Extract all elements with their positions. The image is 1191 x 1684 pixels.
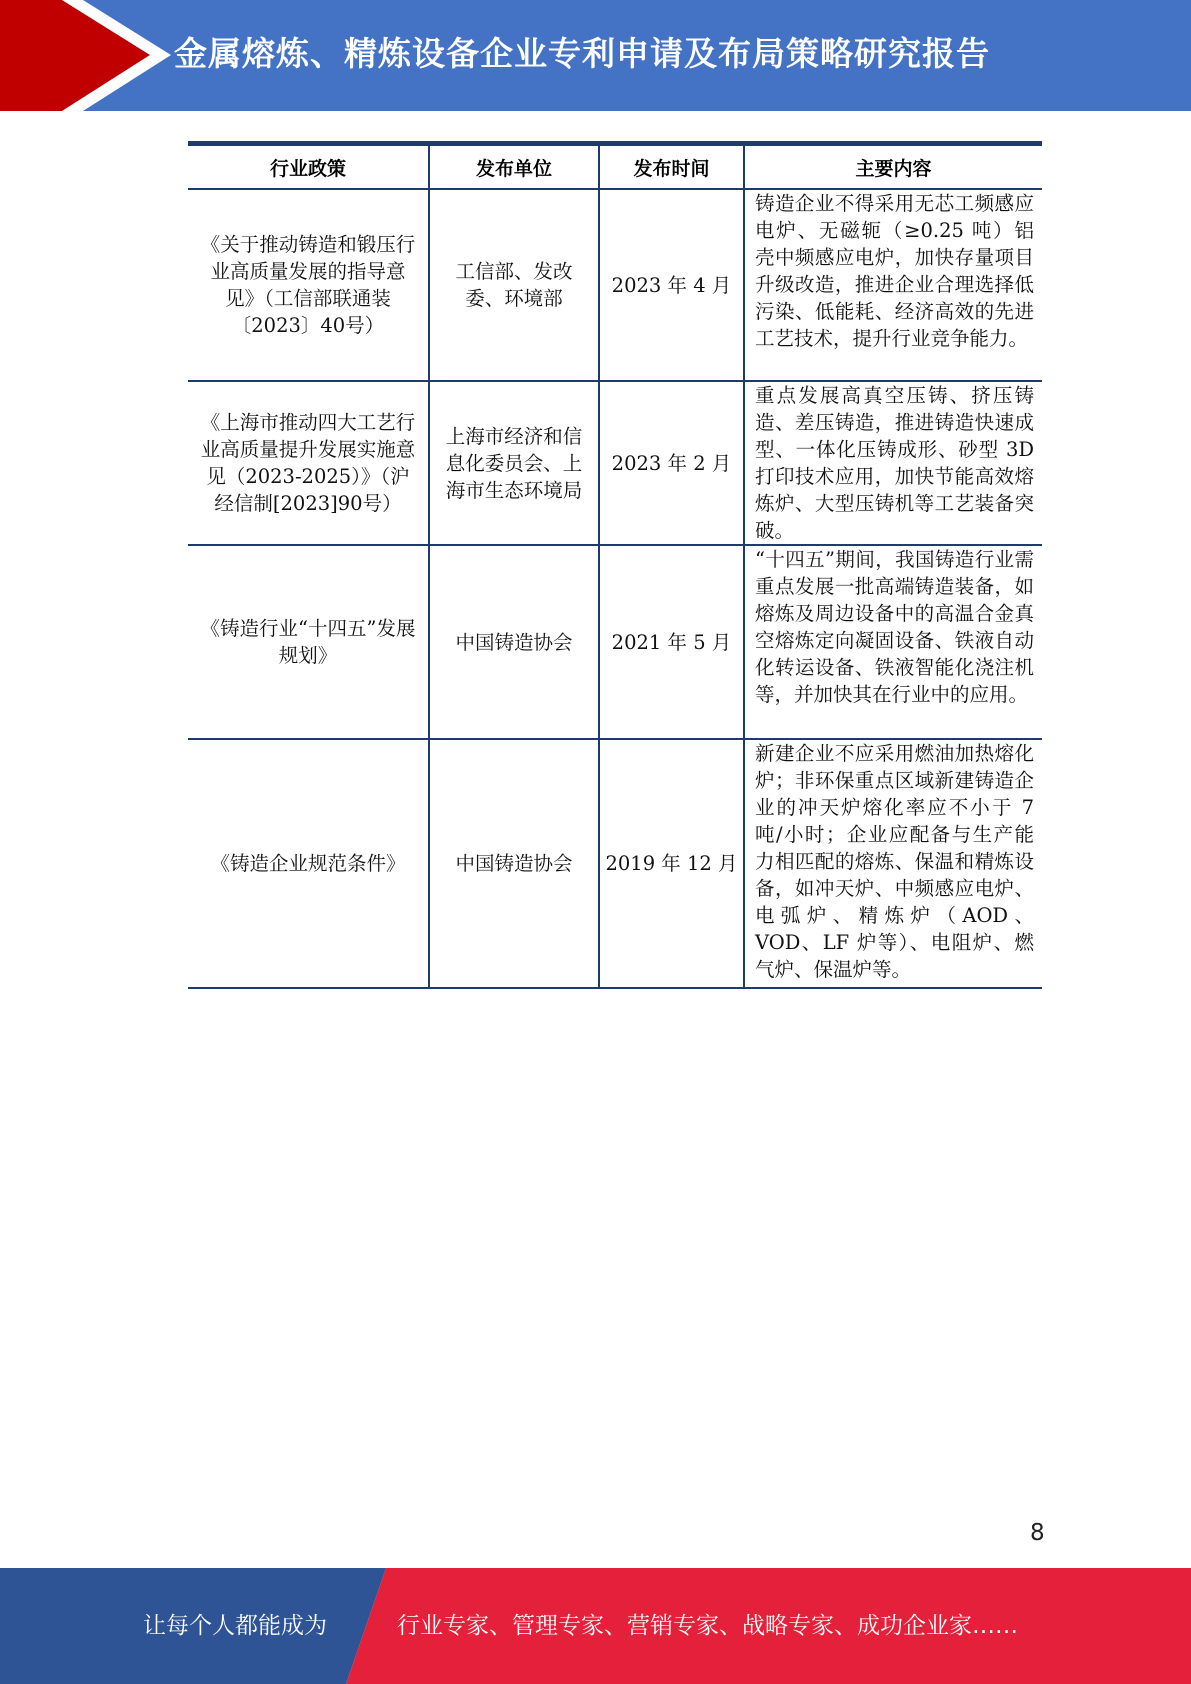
policy-cell: 《关于推动铸造和锻压行业高质量发展的指导意见》（工信部联通装〔2023〕40号） <box>188 189 429 381</box>
unit-cell: 上海市经济和信息化委员会、上海市生态环境局 <box>429 381 599 545</box>
table-row <box>188 189 1042 381</box>
date-cell: 2023 年 4 月 <box>599 189 744 381</box>
date-cell: 2021 年 5 月 <box>599 545 744 739</box>
unit-cell: 中国铸造协会 <box>429 739 599 988</box>
footer-slogan-right: 行业专家、管理专家、营销专家、战略专家、成功企业家…… <box>397 1613 1018 1639</box>
policy-cell: 《铸造行业“十四五”发展规划》 <box>188 545 429 739</box>
column-header-content: 主要内容 <box>744 144 1042 190</box>
page-number: 8 <box>1030 1520 1045 1546</box>
unit-cell: 工信部、发改委、环境部 <box>429 189 599 381</box>
report-title: 金属熔炼、精炼设备企业专利申请及布局策略研究报告 <box>174 34 990 73</box>
column-header-date: 发布时间 <box>599 144 744 190</box>
column-header-unit: 发布单位 <box>429 144 599 190</box>
header-chevron-decoration <box>0 0 200 111</box>
policy-cell: 《上海市推动四大工艺行业高质量提升发展实施意见（2023-2025）》（沪经信制[2023]90号） <box>188 381 429 545</box>
content-cell: “十四五”期间，我国铸造行业需重点发展一批高端铸造装备，如熔炼及周边设备中的高温合金真空熔炼定向凝固设备、铁液自动化转运设备、铁液智能化浇注机等，并加快其在行业中的应用。 <box>744 545 1042 739</box>
footer-slogan-left: 让每个人都能成为 <box>143 1613 327 1639</box>
content-cell: 铸造企业不得采用无芯工频感应电炉、无磁轭（≥0.25 吨）铝壳中频感应电炉，加快存量项目升级改造，推进企业合理选择低污染、低能耗、经济高效的先进工艺技术，提升行业竞争能力。 <box>744 189 1042 381</box>
footer-bar <box>0 1568 1191 1684</box>
content-cell: 重点发展高真空压铸、挤压铸造、差压铸造，推进铸造快速成型、一体化压铸成形、砂型 3D 打印技术应用，加快节能高效熔炼炉、大型压铸机等工艺装备突破。 <box>744 381 1042 545</box>
date-cell: 2023 年 2 月 <box>599 381 744 545</box>
unit-cell: 中国铸造协会 <box>429 545 599 739</box>
table-row <box>188 545 1042 739</box>
header-bar <box>0 0 1191 111</box>
policy-cell: 《铸造企业规范条件》 <box>188 739 429 988</box>
date-cell: 2019 年 12 月 <box>599 739 744 988</box>
column-header-policy: 行业政策 <box>188 144 429 190</box>
policy-table <box>188 141 1042 989</box>
content-cell: 新建企业不应采用燃油加热熔化炉；非环保重点区域新建铸造企业的冲天炉熔化率应不小于 7 吨/小时；企业应配备与生产能力相匹配的熔炼、保温和精炼设备，如冲天炉、中频感应电炉、电弧炉、精炼炉（AOD、VOD、LF 炉等）、电阻炉、燃气炉、保温炉等。 <box>744 739 1042 988</box>
table-header-row <box>188 144 1042 190</box>
table-row <box>188 739 1042 988</box>
table-row <box>188 381 1042 545</box>
